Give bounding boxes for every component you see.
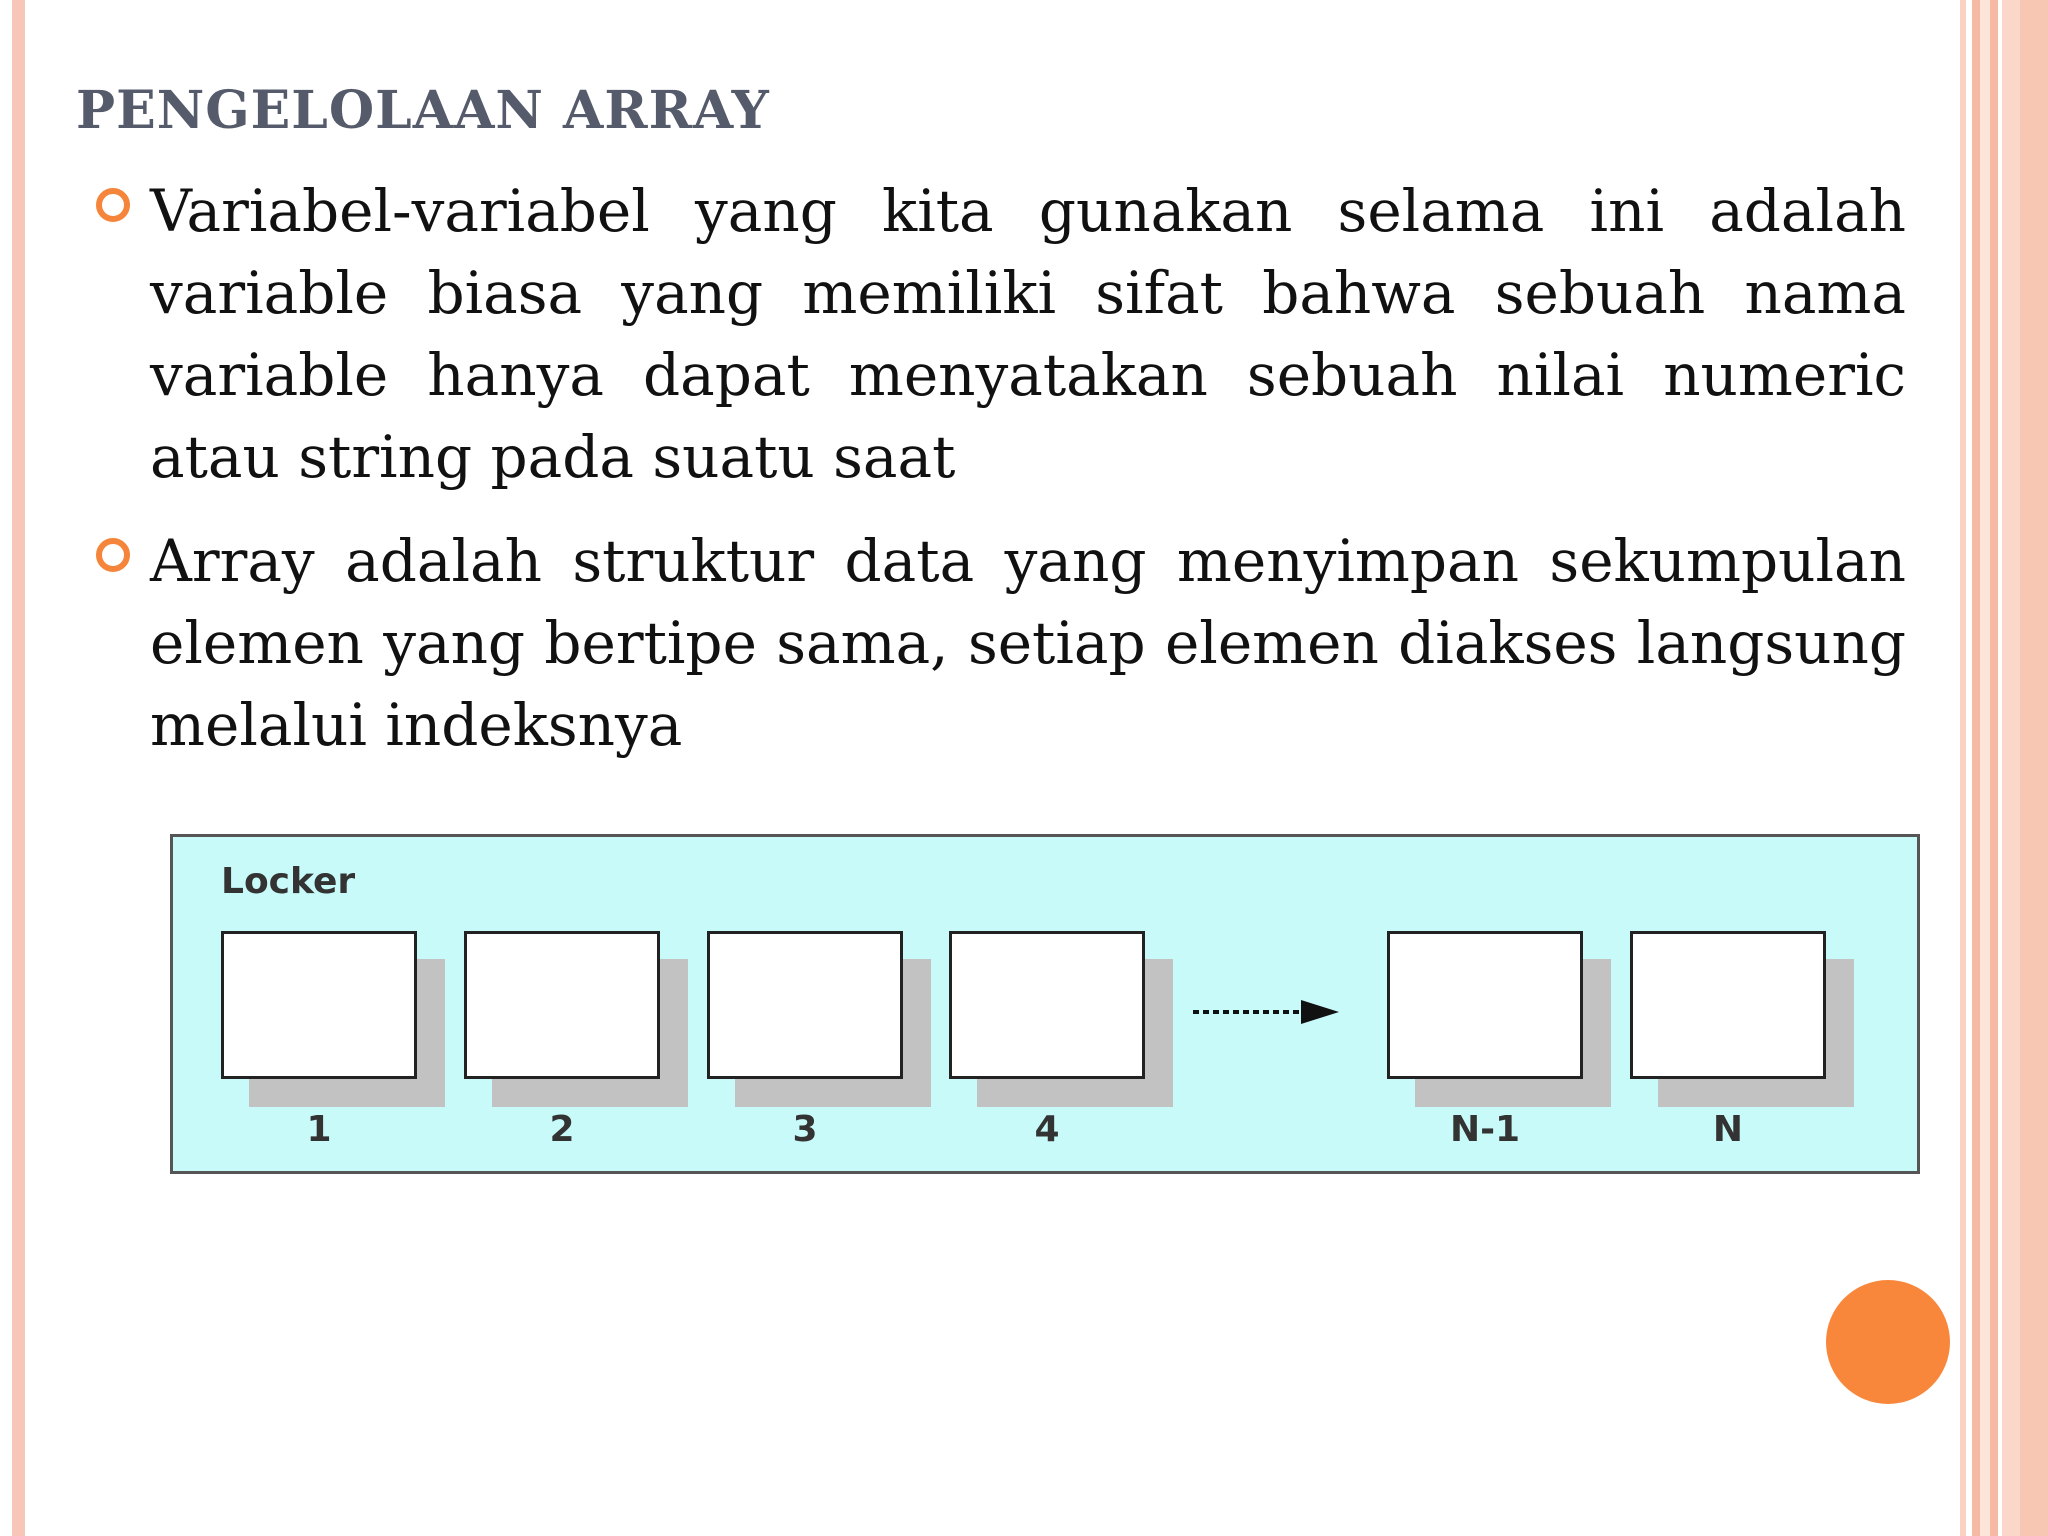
locker-cell <box>464 931 660 1079</box>
locker-index-label: N <box>1712 1109 1744 1150</box>
locker-index-label: 1 <box>306 1109 332 1150</box>
locker-cell <box>221 931 417 1079</box>
right-decorative-stripe <box>1960 0 1966 1536</box>
locker-cell <box>1630 931 1826 1079</box>
bullet-item <box>96 520 1906 766</box>
left-decorative-stripe <box>12 0 25 1536</box>
hollow-circle-icon <box>96 538 130 572</box>
locker-cell <box>1387 931 1583 1079</box>
right-decorative-stripe <box>2020 0 2048 1536</box>
array-locker-diagram <box>170 834 1920 1174</box>
right-decorative-stripe <box>1990 0 1998 1536</box>
locker-box <box>221 931 417 1079</box>
right-decorative-stripe <box>1972 0 1980 1536</box>
locker-index-label: N-1 <box>1449 1109 1521 1150</box>
right-decorative-stripe <box>1980 0 1990 1536</box>
slide-title: PENGELOLAAN ARRAY <box>76 80 770 141</box>
locker-box <box>464 931 660 1079</box>
locker-cell <box>949 931 1145 1079</box>
locker-box <box>707 931 903 1079</box>
dashed-arrow-right-icon <box>1191 997 1341 1027</box>
decorative-orange-circle <box>1826 1280 1950 1404</box>
bullet-text: Array adalah struktur data yang menyimpan sekumpulan elemen yang bertipe sama, setiap elemen diakses langsung melalui indeksnya <box>150 527 1906 759</box>
right-decorative-stripe <box>2002 0 2020 1536</box>
locker-index-label: 2 <box>549 1109 575 1150</box>
diagram-label: Locker <box>221 861 356 902</box>
bullet-text: Variabel-variabel yang kita gunakan selama ini adalah variable biasa yang memiliki sifat bahwa sebuah nama variable hanya dapat menyatakan sebuah nilai numeric atau string pada suatu saat <box>150 177 1906 491</box>
locker-cell <box>707 931 903 1079</box>
locker-box <box>949 931 1145 1079</box>
locker-index-label: 3 <box>792 1109 818 1150</box>
locker-index-label: 4 <box>1034 1109 1060 1150</box>
bullet-item <box>96 170 1906 498</box>
bullet-list <box>96 170 1906 788</box>
locker-box <box>1387 931 1583 1079</box>
locker-box <box>1630 931 1826 1079</box>
hollow-circle-icon <box>96 188 130 222</box>
